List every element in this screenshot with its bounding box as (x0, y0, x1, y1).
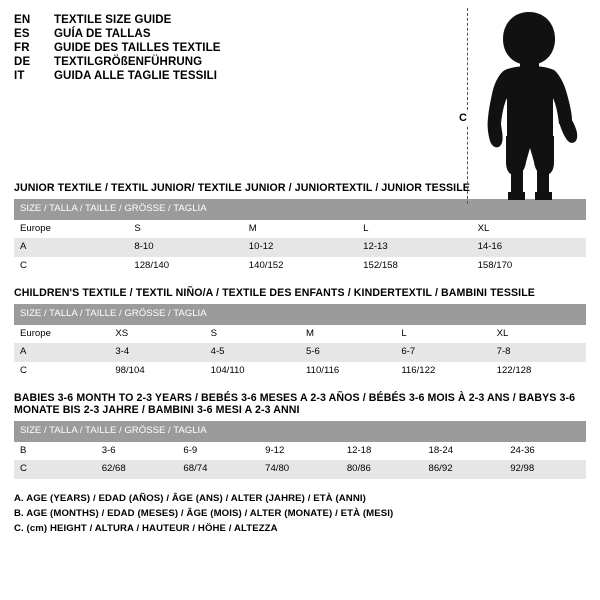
language-row-es (14, 28, 314, 40)
row-label: B (14, 442, 96, 461)
legend-line-a: A. AGE (YEARS) / EDAD (AÑOS) / ÂGE (ANS) / ALTER (JAHRE) / ETÀ (ANNI) (14, 493, 366, 505)
cell: 140/152 (243, 257, 357, 276)
cell: M (243, 220, 357, 239)
row-label: Europe (14, 220, 128, 239)
cell: 86/92 (423, 460, 505, 479)
toddler-silhouette-icon (475, 10, 585, 202)
cell: 116/122 (395, 362, 490, 381)
section-title-babies: BABIES 3-6 MONTH TO 2-3 YEARS / BEBÉS 3-6 MESES A 2-3 AÑOS / BÉBÉS 3-6 MOIS À 2-3 ANS / BABYS 3-6 MONATE BIS 2-3 JAHRE / BAMBINI 3-6 MESI A 2-3 ANNI (14, 392, 576, 417)
language-code-es: ES (14, 28, 30, 40)
language-code-en: EN (14, 14, 31, 26)
cell: 4-5 (205, 343, 300, 362)
cell: 152/158 (357, 257, 471, 276)
table-row (14, 257, 586, 276)
cell: L (357, 220, 471, 239)
size-table-children (14, 304, 586, 380)
language-title-it: GUIDA ALLE TAGLIE TESSILI (54, 70, 218, 82)
cell: L (395, 325, 490, 344)
cell: 12-18 (341, 442, 423, 461)
cell: 12-13 (357, 238, 471, 257)
cell: 6-9 (177, 442, 259, 461)
height-measure-figure (445, 8, 585, 204)
cell: XL (472, 220, 586, 239)
language-code-fr: FR (14, 42, 30, 54)
section-childrens-textile (14, 287, 586, 380)
legend-line-b: B. AGE (MONTHS) / EDAD (MESES) / ÂGE (MOIS) / ALTER (MONATE) / ETÀ (MESI) (14, 508, 394, 520)
cell: 18-24 (423, 442, 505, 461)
table-row (14, 325, 586, 344)
language-title-de: TEXTILGRÖßENFÜHRUNG (54, 56, 203, 68)
table-row (14, 343, 586, 362)
row-label: Europe (14, 325, 109, 344)
height-measure-line (467, 8, 468, 204)
row-label: A (14, 343, 109, 362)
cell: 62/68 (96, 460, 178, 479)
row-label: C (14, 362, 109, 381)
cell: M (300, 325, 395, 344)
cell: 9-12 (259, 442, 341, 461)
cell: 24-36 (504, 442, 586, 461)
row-label: C (14, 460, 96, 479)
cell: S (128, 220, 242, 239)
cell: S (205, 325, 300, 344)
cell: 110/116 (300, 362, 395, 381)
cell: 7-8 (491, 343, 586, 362)
language-code-it: IT (14, 70, 25, 82)
cell: XL (491, 325, 586, 344)
language-title-es: GUÍA DE TALLAS (54, 28, 151, 40)
size-table-junior (14, 199, 586, 275)
cell: 104/110 (205, 362, 300, 381)
language-list (14, 14, 314, 84)
measure-label-c: C (459, 112, 467, 124)
cell: 158/170 (472, 257, 586, 276)
row-label: A (14, 238, 128, 257)
table-header-row (14, 421, 586, 442)
legend-line-c: C. (cm) HEIGHT / ALTURA / HAUTEUR / HÖHE / ALTEZZA (14, 523, 278, 535)
section-title-children: CHILDREN'S TEXTILE / TEXTIL NIÑO/A / TEXTILE DES ENFANTS / KINDERTEXTIL / BAMBINI TESSILE (14, 287, 535, 300)
cell: 98/104 (109, 362, 204, 381)
cell: 5-6 (300, 343, 395, 362)
size-table-babies (14, 421, 586, 479)
cell: 3-6 (96, 442, 178, 461)
section-babies-textile (14, 392, 586, 479)
cell: 68/74 (177, 460, 259, 479)
cell: 14-16 (472, 238, 586, 257)
cell: 80/86 (341, 460, 423, 479)
language-row-fr (14, 42, 314, 54)
cell: 3-4 (109, 343, 204, 362)
cell: 10-12 (243, 238, 357, 257)
table-row (14, 460, 586, 479)
cell: 8-10 (128, 238, 242, 257)
table-header-label: SIZE / TALLA / TAILLE / GRÖSSE / TAGLIA (14, 304, 586, 325)
section-title-junior: JUNIOR TEXTILE / TEXTIL JUNIOR/ TEXTILE JUNIOR / JUNIORTEXTIL / JUNIOR TESSILE (14, 182, 470, 194)
table-header-label: SIZE / TALLA / TAILLE / GRÖSSE / TAGLIA (14, 199, 586, 220)
table-row (14, 220, 586, 239)
language-row-en (14, 14, 314, 26)
table-row (14, 362, 586, 381)
cell: 74/80 (259, 460, 341, 479)
table-header-label: SIZE / TALLA / TAILLE / GRÖSSE / TAGLIA (14, 421, 586, 442)
cell: XS (109, 325, 204, 344)
cell: 6-7 (395, 343, 490, 362)
cell: 128/140 (128, 257, 242, 276)
cell: 92/98 (504, 460, 586, 479)
language-title-fr: GUIDE DES TAILLES TEXTILE (54, 42, 221, 54)
table-row (14, 442, 586, 461)
cell: 122/128 (491, 362, 586, 381)
table-header-row (14, 304, 586, 325)
table-row (14, 238, 586, 257)
language-title-en: TEXTILE SIZE GUIDE (54, 14, 172, 26)
legend (14, 493, 586, 534)
language-row-it (14, 70, 314, 82)
language-row-de (14, 56, 314, 68)
language-code-de: DE (14, 56, 31, 68)
row-label: C (14, 257, 128, 276)
